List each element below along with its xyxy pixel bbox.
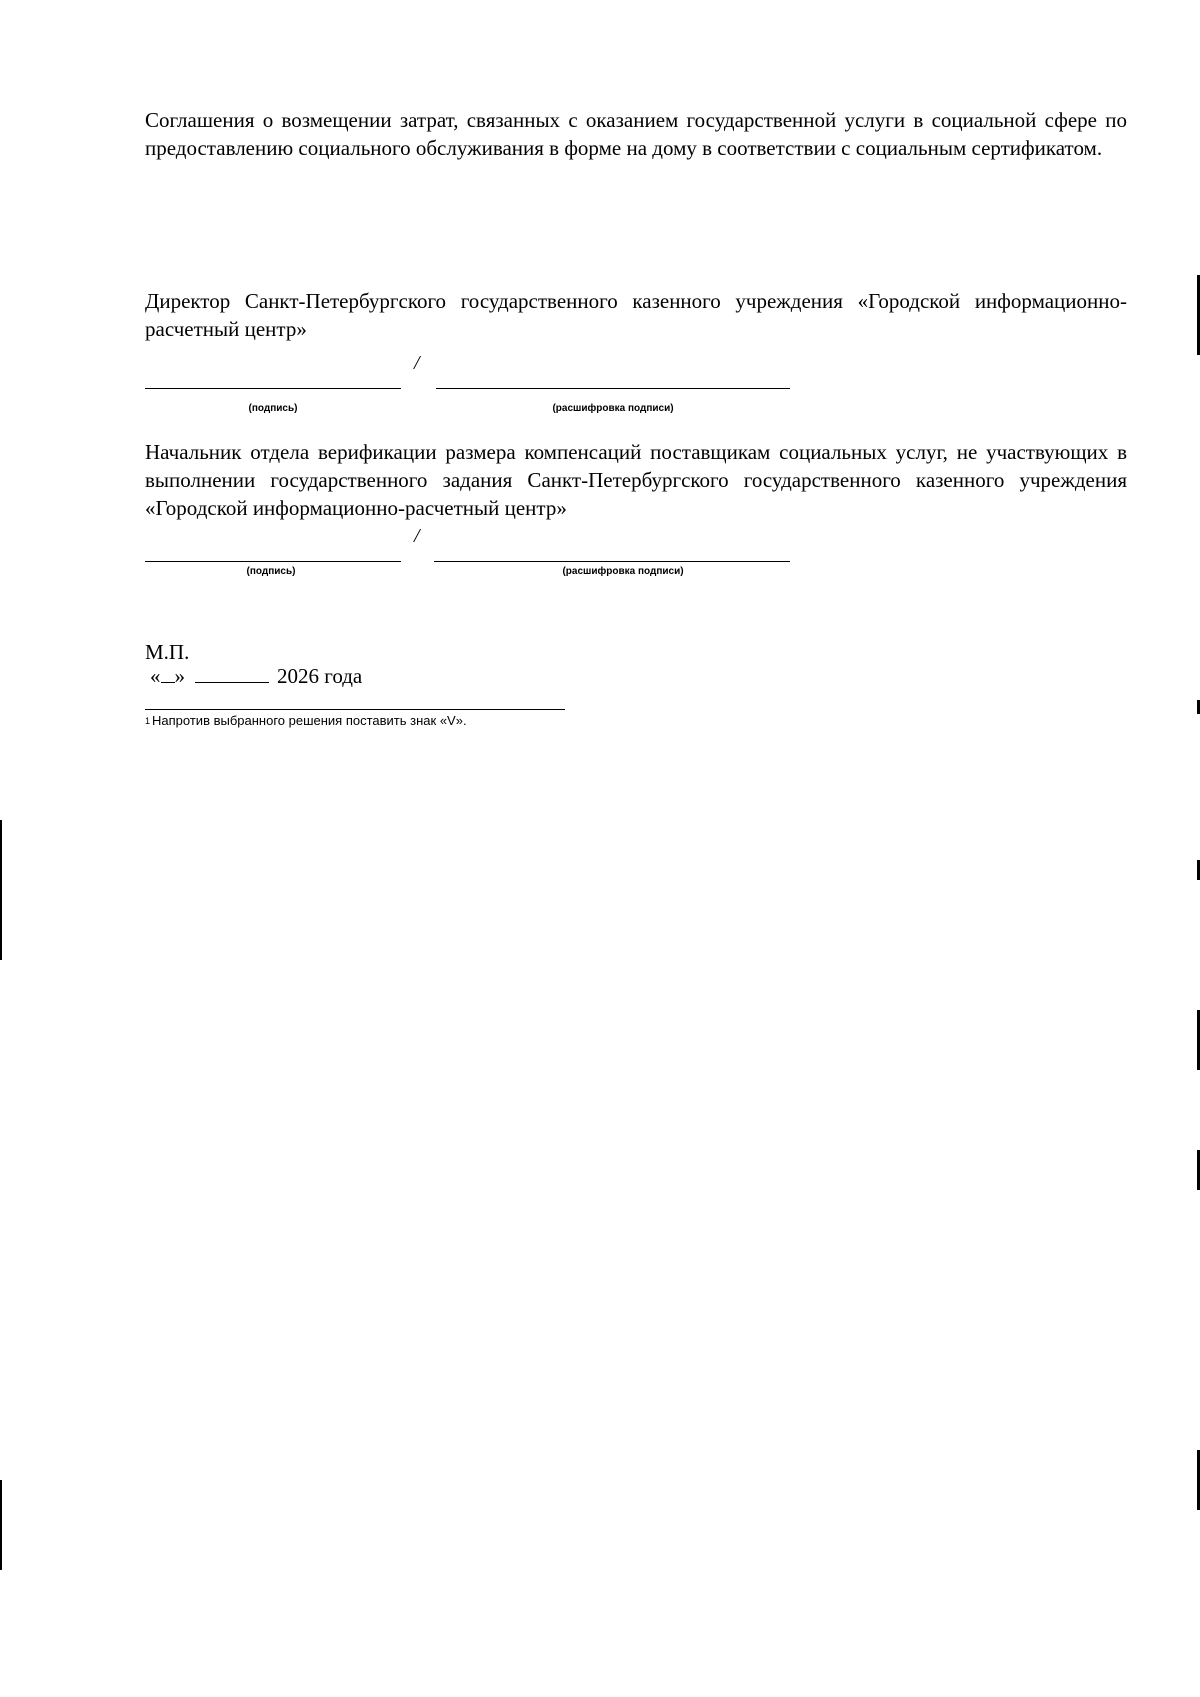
- agreement-paragraph: Соглашения о возмещении затрат, связанных с оказанием государственной услуги в социальной сфере по предоставлению социального обслуживания в форме на дому в соответствии с социальным сертификатом.: [145, 108, 1127, 160]
- date-month-blank: [195, 664, 269, 683]
- date-close-quote: »: [174, 664, 185, 688]
- head-signature-separator: /: [414, 525, 420, 547]
- head-transcript-line: [434, 561, 790, 562]
- scan-edge-artifact: [0, 820, 2, 960]
- director-signature-line: [145, 388, 401, 389]
- seal-label: М.П.: [145, 640, 190, 664]
- head-signature-caption: (подпись): [246, 566, 296, 577]
- director-transcript-caption: (расшифровка подписи): [552, 403, 674, 414]
- director-signature-separator: /: [414, 352, 420, 374]
- date-day-blank: [161, 664, 175, 683]
- head-transcript-caption: (расшифровка подписи): [562, 566, 684, 577]
- director-signature-caption: (подпись): [248, 403, 298, 414]
- date-field: [150, 662, 362, 690]
- director-transcript-line: [436, 388, 790, 389]
- scan-edge-artifact: [0, 1480, 2, 1570]
- director-title-paragraph: Директор Санкт-Петербургского государственного казенного учреждения «Городской информационно-расчетный центр»: [145, 289, 1127, 341]
- footnote: [145, 713, 467, 729]
- footnote-marker: 1: [145, 716, 151, 726]
- date-year-text: 2026 года: [277, 664, 363, 688]
- footnote-separator: [145, 709, 565, 710]
- head-signature-line: [145, 561, 401, 562]
- date-open-quote: «: [150, 664, 161, 688]
- department-head-paragraph: Начальник отдела верификации размера компенсаций поставщикам социальных услуг, не участвующих в выполнении государственного задания Санкт-Петербургского государственного казенного учреждения «Городской информационно-расчетный центр»: [145, 440, 1127, 520]
- footnote-text: Напротив выбранного решения поставить знак «V».: [152, 713, 467, 728]
